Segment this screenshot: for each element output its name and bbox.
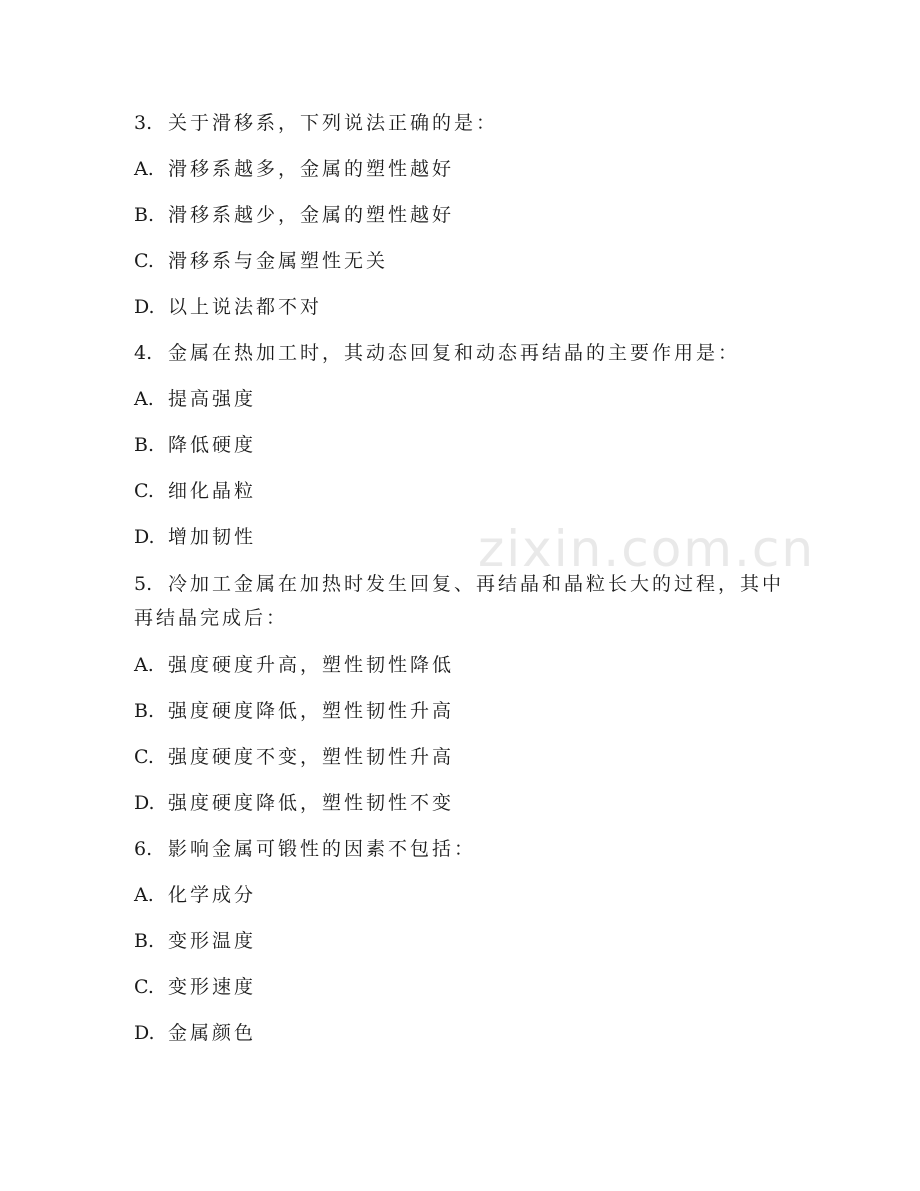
question-stem [134,107,784,139]
option-letter: A. [134,388,154,410]
option-text: 强度硬度不变，塑性韧性升高 [168,746,455,768]
option-a [134,879,784,911]
option-c [134,971,784,1003]
question-text: 影响金属可锻性的因素不包括： [168,838,477,860]
option-c [134,741,784,773]
option-text: 滑移系越少，金属的塑性越好 [168,204,455,226]
option-text: 增加韧性 [168,526,257,548]
question-list [134,107,784,1049]
question-3 [134,107,784,323]
option-letter: A. [134,654,154,676]
option-text: 金属颜色 [168,1022,257,1044]
option-d [134,787,784,819]
option-a [134,153,784,185]
option-text: 滑移系越多，金属的塑性越好 [168,158,455,180]
option-letter: D. [134,792,155,814]
question-text: 关于滑移系，下列说法正确的是： [168,112,499,134]
option-letter: C. [134,480,154,502]
option-text: 降低硬度 [168,434,257,456]
option-letter: D. [134,526,155,548]
option-b [134,695,784,727]
option-c [134,475,784,507]
question-text: 金属在热加工时，其动态回复和动态再结晶的主要作用是： [168,342,741,364]
option-letter: D. [134,1022,155,1044]
option-text: 化学成分 [168,884,257,906]
option-a [134,649,784,681]
question-stem [134,337,784,369]
question-6 [134,833,784,1049]
option-text: 变形速度 [168,976,257,998]
option-c [134,245,784,277]
option-text: 强度硬度升高，塑性韧性降低 [168,654,455,676]
option-letter: D. [134,296,155,318]
option-b [134,429,784,461]
question-5 [134,567,784,819]
option-letter: C. [134,250,154,272]
option-b [134,925,784,957]
option-d [134,521,784,553]
option-letter: A. [134,158,154,180]
option-letter: B. [134,930,155,952]
question-4 [134,337,784,553]
option-d [134,1017,784,1049]
option-text: 提高强度 [168,388,257,410]
option-letter: B. [134,700,155,722]
option-letter: C. [134,746,154,768]
option-text: 以上说法都不对 [168,296,323,318]
option-text: 强度硬度降低，塑性韧性不变 [168,792,455,814]
option-letter: B. [134,204,155,226]
option-letter: B. [134,434,155,456]
question-number: 3. [134,112,153,134]
question-number: 4. [134,342,153,364]
option-text: 细化晶粒 [168,480,257,502]
question-stem [134,833,784,865]
option-letter: A. [134,884,154,906]
option-letter: C. [134,976,154,998]
option-text: 强度硬度降低，塑性韧性升高 [168,700,455,722]
option-text: 滑移系与金属塑性无关 [168,250,389,272]
watermark: zixin.com.cn [478,520,816,578]
question-stem [134,567,784,635]
option-text: 变形温度 [168,930,257,952]
option-b [134,199,784,231]
question-number: 6. [134,838,153,860]
question-text: 冷加工金属在加热时发生回复、再结晶和晶粒长大的过程，其中再结晶完成后： [134,573,785,629]
question-number: 5. [134,573,153,595]
option-d [134,291,784,323]
option-a [134,383,784,415]
